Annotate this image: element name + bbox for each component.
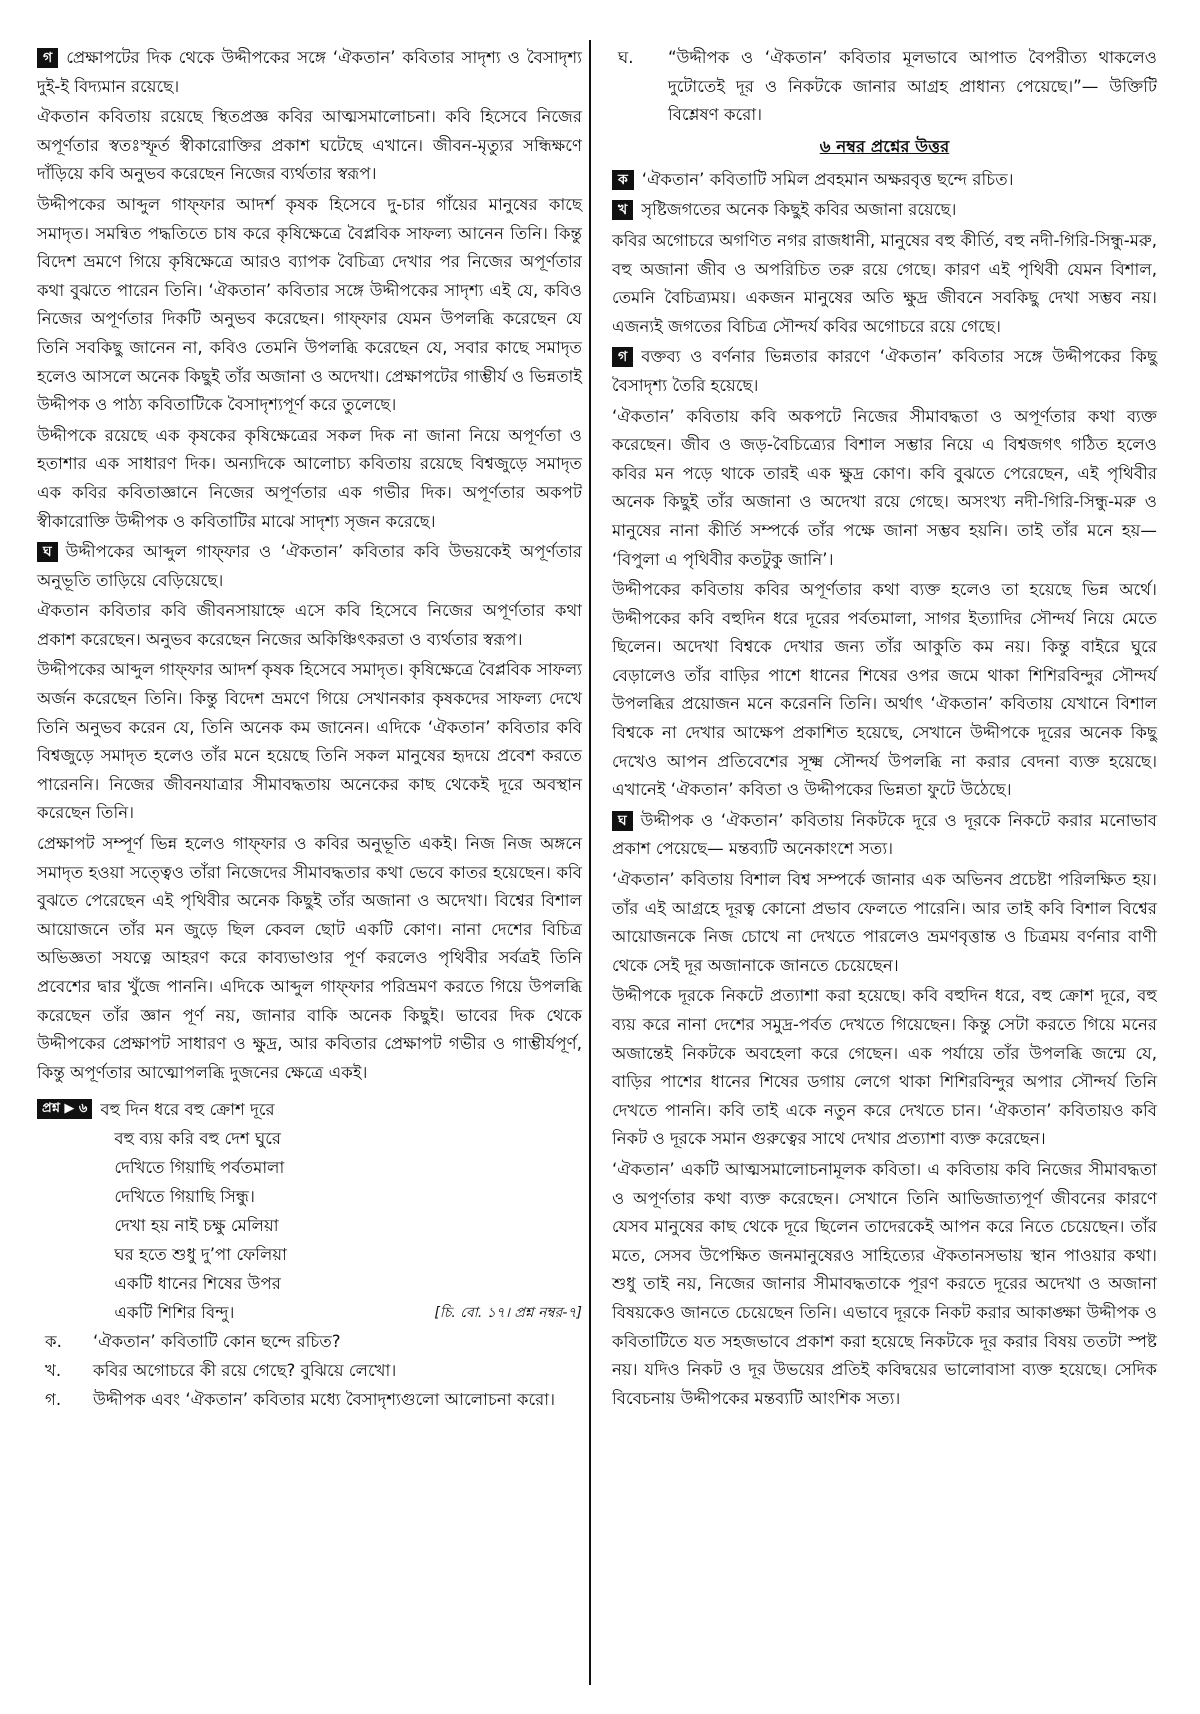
poem-line: ঘর হতে শুধু দু’পা ফেলিয়া (114, 1245, 287, 1265)
poem-line: একটি শিশির বিন্দু। (114, 1303, 235, 1323)
question-stimulus (37, 1095, 582, 1327)
poem-line: বহু ব্যয় করি বহু দেশ ঘুরে (114, 1129, 282, 1149)
question-item: গ. উদ্দীপক এবং ‘ঐকতান’ কবিতার মধ্যে বৈসাদৃশ্যগুলো আলোচনা করো। (45, 1390, 556, 1410)
answer-tag-ka: ক (612, 170, 634, 190)
answer-ga-intro: গ বক্তব্য ও বর্ণনার ভিন্নতার কারণে ‘ঐকতান’ কবিতার সঙ্গে উদ্দীপকের কিছু বৈসাদৃশ্য তৈরি হয়েছে। (612, 347, 1157, 395)
answer-tag-ga: গ (612, 347, 633, 367)
answer-tag-gha: ঘ (612, 811, 633, 831)
question-item: ক. ‘ঐকতান’ কবিতাটি কোন ছন্দে রচিত? (45, 1332, 341, 1352)
poem-line: একটি ধানের শিষের উপর (114, 1274, 281, 1294)
poem (100, 1095, 287, 1327)
question-item: ঘ. “উদ্দীপক ও ‘ঐকতান’ কবিতার মূলভাবে আপাত বৈপরীত্য থাকলেও দুটোতেই দূর ও নিকটকে জানার আগ্রহ প্রাধান্য পেয়েছে।”— উক্তিটি বিশ্লেষণ করো। (618, 48, 1157, 125)
poem-line: দেখিতে গিয়াছি সিন্ধু। (114, 1187, 255, 1207)
paragraph: ঐকতান কবিতায় রয়েছে স্থিতপ্রজ্ঞ কবির আত্মসমালোচনা। কবি হিসেবে নিজের অপূর্ণতার স্বতঃস্ফূর্ত স্বীকারোক্তির প্রকাশ ঘটেছে এখানে। জীবন-মৃত্যুর সন্ধিক্ষণে দাঁড়িয়ে কবি অনুভব করেছেন নিজের ব্যর্থতার স্বরূপ। (37, 107, 582, 184)
paragraph: ঐকতান কবিতার কবি জীবনসায়াহ্নে এসে কবি হিসেবে নিজের অপূর্ণতার কথা প্রকাশ করেছেন। অনুভব করেছেন নিজের অকিঞ্চিৎকরতা ও ব্যর্থতার স্বরূপ। (37, 601, 582, 649)
section-heading: ৬ নম্বর প্রশ্নের উত্তর (819, 136, 950, 156)
question-number-badge: প্রশ্ন ▶ ৬ (37, 1099, 92, 1119)
poem-line: দেখিতে গিয়াছি পর্বতমালা (114, 1158, 285, 1178)
left-column (37, 44, 582, 1414)
answer-gha-intro: ঘ উদ্দীপক ও ‘ঐকতান’ কবিতায় নিকটকে দূরে ও দূরকে নিকটে করার মনোভাব প্রকাশ পেয়েছে— মন্তব্যটি অনেকাংশে সত্য। (612, 810, 1157, 859)
right-column (612, 44, 1157, 1415)
paragraph: উদ্দীপকে দূরকে নিকটে প্রত্যাশা করা হয়েছে। কবি বহুদিন ধরে, বহু ক্রোশ দূরে, বহু ব্যয় করে নানা দেশের সমুদ্র-পর্বত দেখতে গিয়েছেন। কিন্তু সেটা করতে গিয়ে মনের অজান্তেই নিকটকে অবহেলা করে গেছেন। এক পর্যায়ে তাঁর উপলব্ধি জন্মে যে, বাড়ির পাশের ধানের শিষের ডগায় লেগে থাকা শিশিরবিন্দুর অপার সৌন্দর্য তিনি দেখতে পাননি। কবি তাই একে নতুন করে দেখতে চান। ‘ঐকতান’ কবিতায়ও কবি নিকট ও দূরকে সমান গুরুত্বের সাথে দেখার প্রত্যাশা ব্যক্ত করেছেন। (612, 986, 1157, 1149)
answer-tag-gha: ঘ (37, 542, 58, 562)
answer-tag-kha: খ (612, 200, 633, 220)
answer-ka: ক ‘ঐকতান’ কবিতাটি সমিল প্রবহমান অক্ষরবৃত্ত ছন্দে রচিত। (612, 166, 1157, 195)
answer-gha-intro: ঘ উদ্দীপকের আব্দুল গাফ্ফার ও ‘ঐকতান’ কবিতার কবি উভয়কেই অপূর্ণতার অনুভূতি তাড়িয়ে বেড়িয়েছে। (37, 542, 582, 590)
answer-kha-intro: খ সৃষ্টিজগতের অনেক কিছুই কবির অজানা রয়েছে। (612, 196, 1157, 225)
paragraph: উদ্দীপকের আব্দুল গাফ্ফার আদর্শ কৃষক হিসেবে দু-চার গাঁয়ের মানুষের কাছে সমাদৃত। সমন্বিত পদ্ধতিতে চাষ করে কৃষিক্ষেত্রে বৈপ্লবিক সাফল্য আনেন তিনি। কিন্তু বিদেশ ভ্রমণে গিয়ে কৃষিক্ষেত্রে আরও ব্যাপক বৈচিত্র্য দেখার পর নিজের অপূর্ণতার কথা বুঝতে পারেন তিনি। ‘ঐকতান’ কবিতার সঙ্গে উদ্দীপকের সাদৃশ্য এই যে, কবিও নিজের অপূর্ণতার দিকটি অনুভব করেছেন। গাফ্ফার যেমন উপলব্ধি করেছেন যে তিনি সবকিছু জানেন না, কবিও তেমনি উপলব্ধি করেছেন যে, সবার কাছে সমাদৃত হলেও আসলে অনেক কিছুই তাঁর অজানা ও অদেখা। প্রেক্ষাপটের গাম্ভীর্য ও ভিন্নতাই উদ্দীপক ও পাঠ্য কবিতাটিকে বৈসাদৃশ্যপূর্ণ করে তুলেছে। (37, 194, 582, 415)
paragraph: প্রেক্ষাপট সম্পূর্ণ ভিন্ন হলেও গাফ্ফার ও কবির অনুভূতি একই। নিজ নিজ অঙ্গনে সমাদৃত হওয়া সত্ত্বেও তাঁরা নিজেদের সীমাবদ্ধতার কথা ভেবে কাতর হয়েছেন। কবি বুঝতে পেরেছেন এই পৃথিবীর অনেক কিছুই তাঁর অজানা ও অদেখা। বিশ্বের বিশাল আয়োজনে তাঁর মন জুড়ে ছিল কেবল ছোট একটি কোণ। নানা দেশের বিচিত্র অভিজ্ঞতা সযত্নে আহরণ করে কাব্যভাণ্ডার পূর্ণ করলেও পৃথিবীর সর্বত্রই তিনি প্রবেশের দ্বার খুঁজে পাননি। এদিকে আব্দুল গাফ্ফার পরিভ্রমণ করতে গিয়ে উপলব্ধি করেছেন তাঁর জ্ঞান পূর্ণ নয়, জানার বাকি অনেক কিছুই। ভাবের দিক থেকে উদ্দীপকের প্রেক্ষাপট সাধারণ ও ক্ষুদ্র, আর কবিতার প্রেক্ষাপট গভীর ও গাম্ভীর্যপূর্ণ, কিন্তু অপূর্ণতার আত্মোপলব্ধি দুজনের ক্ষেত্রে একই। (37, 834, 582, 1082)
question-item: খ. কবির অগোচরে কী রয়ে গেছে? বুঝিয়ে লেখো। (45, 1361, 397, 1381)
paragraph: ‘ঐকতান’ কবিতায় কবি অকপটে নিজের সীমাবদ্ধতা ও অপূর্ণতার কথা ব্যক্ত করেছেন। জীব ও জড়-বৈচিত্র্যের বিশাল সম্ভার নিয়ে এ বিশ্বজগৎ গঠিত হলেও কবির মন পড়ে থাকে তারই এক ক্ষুদ্র কোণ। কবি বুঝতে পেরেছেন, এই পৃথিবীর অনেক কিছুই তাঁর অজানা ও অদেখা রয়ে গেছে। অসংখ্য নদী-গিরি-সিন্ধু-মরু ও মানুষের নানা কীর্তি সম্পর্কে তাঁর পক্ষে জানা সম্ভব হয়নি। তাই তাঁর মনে হয়— ‘বিপুলা এ পৃথিবীর কতটুকু জানি’। (612, 406, 1157, 569)
column-divider (589, 40, 591, 1685)
question-list (37, 1327, 582, 1414)
answer-ga-intro: গ প্রেক্ষাপটের দিক থেকে উদ্দীপকের সঙ্গে ‘ঐকতান’ কবিতার সাদৃশ্য ও বৈসাদৃশ্য দুই-ই বিদ্যমান রয়েছে। (37, 48, 582, 96)
paragraph: উদ্দীপকে রয়েছে এক কৃষকের কৃষিক্ষেত্রের সকল দিক না জানা নিয়ে অপূর্ণতা ও হতাশার এক সাধারণ দিক। অন্যদিকে আলোচ্য কবিতায় রয়েছে বিশ্বজুড়ে সমাদৃত এক কবির কবিতাজ্ঞানে নিজের অপূর্ণতার এক গভীর দিক। অপূর্ণতার অকপট স্বীকারোক্তি উদ্দীপক ও কবিতাটির মাঝে সাদৃশ্য সৃজন করেছে। (37, 425, 582, 531)
paragraph: কবির অগোচরে অগণিত নগর রাজধানী, মানুষের বহু কীর্তি, বহু নদী-গিরি-সিন্ধু-মরু, বহু অজানা জীব ও অপরিচিত তরু রয়ে গেছে। কারণ এই পৃথিবী যেমন বিশাল, তেমনি বৈচিত্র্যময়। একজন মানুষের অতি ক্ষুদ্র জীবনে সবকিছু দেখা সম্ভব নয়। এজন্যই জগতের বিচিত্র সৌন্দর্য কবির অগোচরে রয়ে গেছে। (612, 230, 1157, 336)
paragraph: উদ্দীপকের কবিতায় কবির অপূর্ণতার কথা ব্যক্ত হলেও তা হয়েছে ভিন্ন অর্থে। উদ্দীপকের কবি বহুদিন ধরে দূরের পর্বতমালা, সাগর ইত্যাদির সৌন্দর্য নিয়ে মেতে ছিলেন। অদেখা বিশ্বকে দেখার জন্য তাঁর আকুতি কম নয়। কিন্তু বাইরে ঘুরে বেড়ালেও তাঁর বাড়ির পাশে ধানের শিষের ওপর জমে থাকা শিশিরবিন্দুর সৌন্দর্য উপলব্ধির প্রয়োজন মনে করেননি তিনি। অর্থাৎ ‘ঐকতান’ কবিতায় যেখানে বিশাল বিশ্বকে না দেখার আক্ষেপ প্রকাশিত হয়েছে, সেখানে উদ্দীপকে দূরের অনেক কিছু দেখেও আপন প্রতিবেশের সূক্ষ্ম সৌন্দর্য উপলব্ধি না করার বেদনা ব্যক্ত হয়েছে। এখানেই ‘ঐকতান’ কবিতা ও উদ্দীপকের ভিন্নতা ফুটে উঠেছে। (612, 580, 1157, 800)
source-reference: [চি. বো. ১৭। প্রশ্ন নম্বর-৭] (434, 1304, 582, 1321)
poem-line: বহু দিন ধরে বহু ক্রোশ দূরে (100, 1100, 275, 1120)
poem-line: দেখা হয় নাই চক্ষু মেলিয়া (114, 1216, 279, 1236)
paragraph: ‘ঐকতান’ কবিতায় বিশাল বিশ্ব সম্পর্কে জানার এক অভিনব প্রচেষ্টা পরিলক্ষিত হয়। তাঁর এই আগ্রহে দূরত্ব কোনো প্রভাব ফেলতে পারেনি। আর তাই কবি বিশাল বিশ্বের আয়োজনকে নিজ চোখে না দেখতে পারলেও ভ্রমণবৃত্তান্ত ও চিত্রময় বর্ণনার বাণী থেকে সেই দূর অজানাকে জানতে চেয়েছেন। (612, 870, 1157, 975)
paragraph: উদ্দীপকের আব্দুল গাফ্ফার আদর্শ কৃষক হিসেবে সমাদৃত। কৃষিক্ষেত্রে বৈপ্লবিক সাফল্য অর্জন করেছেন তিনি। কিন্তু বিদেশ ভ্রমণে গিয়ে সেখানকার কৃষকদের সাফল্য দেখে তিনি অনুভব করেন যে, তিনি অনেক কম জানেন। এদিকে ‘ঐকতান’ কবিতার কবি বিশ্বজুড়ে সমাদৃত হলেও তাঁর মনে হয়েছে তিনি সকল মানুষের হৃদয়ে প্রবেশ করতে পারেননি। নিজের জীবনযাত্রার সীমাবদ্ধতায় অনেকের কাছ থেকেই দূরে অবস্থান করেছেন তিনি। (37, 660, 582, 823)
answer-tag-ga: গ (37, 48, 58, 68)
paragraph: ‘ঐকতান’ একটি আত্মসমালোচনামূলক কবিতা। এ কবিতায় কবি নিজের সীমাবদ্ধতা ও অপূর্ণতার কথা ব্যক্ত করেছেন। সেখানে তিনি আভিজাত্যপূর্ণ জীবনের কারণে যেসব মানুষের কাছ থেকে দূরে ছিলেন তাদেরকেই আপন করে নিতে চেয়েছেন। তাঁর মতে, সেসব উপেক্ষিত জনমানুষেরও সাহিত্যের ঐকতানসভায় স্থান পাওয়ার কথা। শুধু তাই নয়, নিজের জানার সীমাবদ্ধতাকে পূরণ করতে দূরের অদেখা ও অজানা বিষয়কেও জানতে চেয়েছেন তিনি। এভাবে দূরকে নিকট করার আকাঙ্ক্ষা উদ্দীপক ও কবিতাটিতে যত সহজভাবে প্রকাশ করা হয়েছে নিকটকে দূর করার বিষয় ততটা স্পষ্ট নয়। যদিও নিকট ও দূর উভয়ের প্রতিই কবিদ্বয়ের ভালোবাসা ব্যক্ত হয়েছে। সেদিক বিবেচনায় উদ্দীপকের মন্তব্যটি আংশিক সত্য। (612, 1159, 1157, 1408)
